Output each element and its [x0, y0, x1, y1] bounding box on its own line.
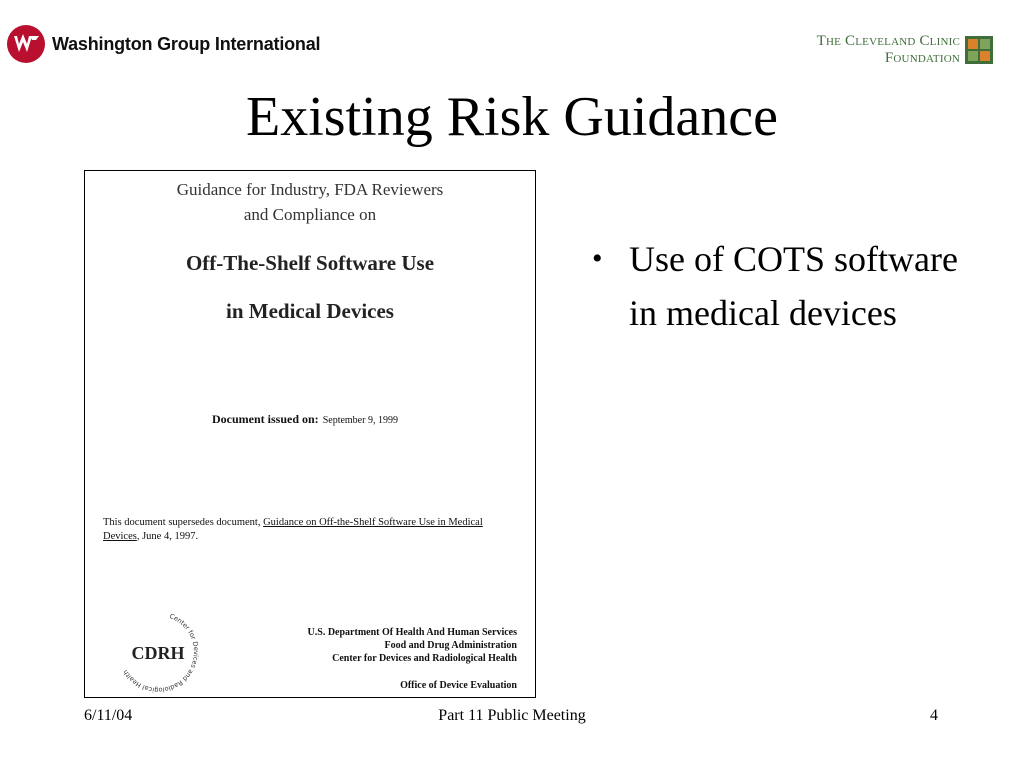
- washington-group-name: Washington Group International: [52, 33, 321, 54]
- document-issued: [212, 412, 398, 427]
- seal-letters: CDRH: [131, 643, 185, 663]
- document-title: [85, 239, 535, 335]
- supersedes-suffix: , June 4, 1997.: [136, 531, 199, 542]
- cleveland-clinic-logo: [817, 33, 994, 67]
- cleveland-clinic-line1: The Cleveland Clinic: [816, 33, 960, 49]
- issued-label: Document issued on:: [212, 412, 319, 426]
- cleveland-clinic-name: [817, 33, 960, 67]
- document-title-line1: Off-The-Shelf Software Use: [185, 251, 435, 275]
- supersedes-prefix: This document supersedes document,: [103, 517, 264, 528]
- document-header-line2: and Compliance on: [243, 205, 377, 224]
- seal-ring-text: Center for Devices and Radiological Health: [121, 612, 201, 695]
- agency-line3: Center for Devices and Radiological Health: [332, 653, 517, 664]
- cdrh-seal-icon: [113, 607, 203, 697]
- issued-date: September 9, 1999: [322, 415, 398, 426]
- document-header: [85, 177, 535, 227]
- bullet-text: Use of COTS software in medical devices: [629, 239, 958, 333]
- page-number: 4: [930, 707, 938, 724]
- supersedes-link: Guidance on Off-the-Shelf Software Use in Medical Devices: [103, 517, 483, 542]
- office-name: Office of Device Evaluation: [400, 680, 517, 691]
- document-title-line2: in Medical Devices: [226, 299, 394, 323]
- document-header-line1: Guidance for Industry, FDA Reviewers: [176, 180, 444, 199]
- washington-group-logo-icon: [6, 24, 46, 64]
- footer-title: Part 11 Public Meeting: [438, 707, 586, 724]
- agency-block: [308, 626, 517, 692]
- footer-date: 6/11/04: [84, 707, 133, 724]
- guidance-document-image: [84, 170, 536, 698]
- bullet-marker: •: [592, 242, 603, 275]
- bullet-item: [592, 232, 972, 340]
- cleveland-clinic-logo-icon: [964, 35, 994, 65]
- washington-group-logo: [6, 24, 320, 64]
- supersedes-note: [103, 516, 503, 544]
- cleveland-clinic-line2: Foundation: [884, 50, 960, 66]
- agency-line1: U.S. Department Of Health And Human Services: [307, 627, 517, 638]
- slide-title: Existing Risk Guidance: [246, 86, 778, 148]
- bullet-list: [592, 232, 972, 340]
- agency-line2: Food and Drug Administration: [384, 640, 517, 651]
